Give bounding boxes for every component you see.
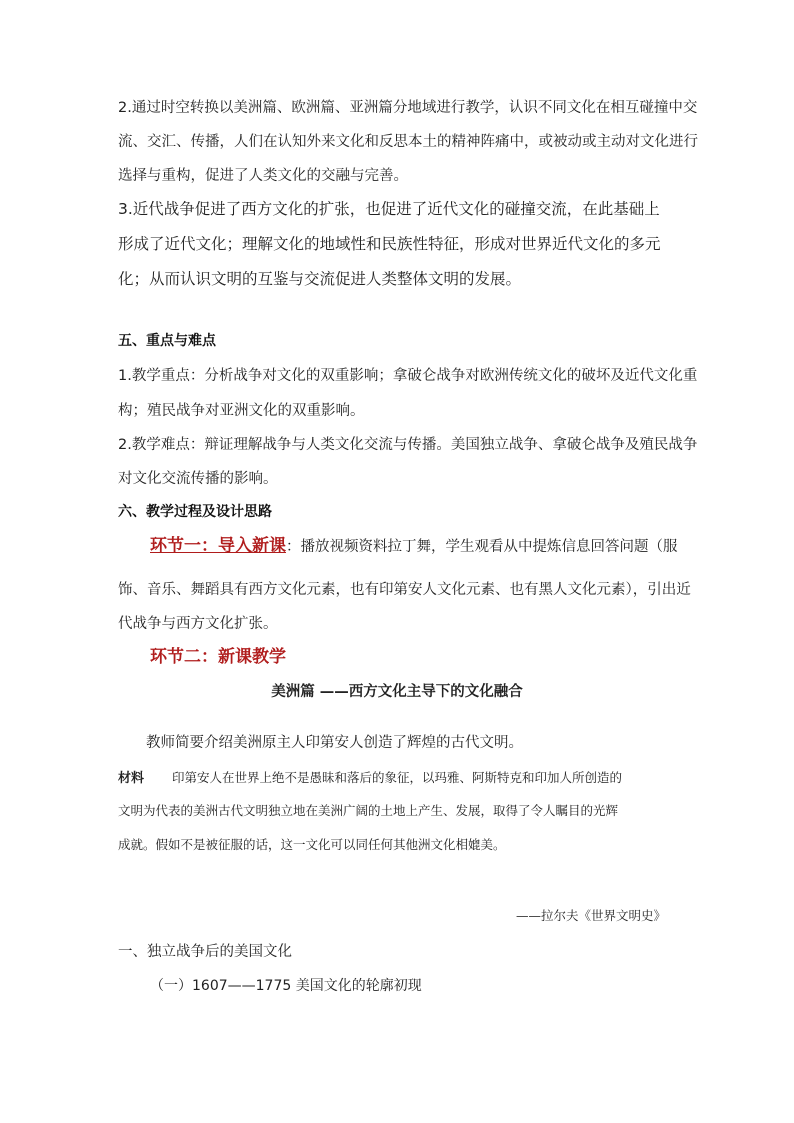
material-row [118,767,622,786]
material-line-2: 文明为代表的美洲古代文明独立地在美洲广阔的土地上产生、发展，取得了令人瞩目的光辉 [118,803,619,818]
america-section-title: 美洲篇 ——西方文化主导下的文化融合 [271,684,523,700]
step-1-line-2: 饰、音乐、舞蹈具有西方文化元素，也有印第安人文化元素、也有黑人文化元素），引出近 [118,582,691,598]
step-1-row [150,531,678,556]
step-2-label: 环节二：新课教学 [150,647,286,667]
goal-2-line-3: 选择与重构，促进了人类文化的交融与完善。 [118,168,408,184]
goal-3-line-1: 3.近代战争促进了西方文化的扩张，也促进了近代文化的碰撞交流，在此基础上 [118,200,660,218]
goal-3-line-2: 形成了近代文化；理解文化的地域性和民族性特征，形成对世界近代文化的多元 [118,235,661,253]
heading-1: 一、独立战争后的美国文化 [118,944,292,960]
step-1-line-3: 代战争与西方文化扩张。 [118,616,278,632]
difficulty-line-2: 对文化交流传播的影响。 [118,471,278,487]
section-6-heading: 六、教学过程及设计思路 [118,504,272,520]
material-line-3: 成就。假如不是被征服的话，这一文化可以同任何其他洲文化相媲美。 [118,837,506,852]
goal-3-line-3: 化；从而认识文明的互鉴与交流促进人类整体文明的发展。 [118,270,522,288]
material-source: ——拉尔夫《世界文明史》 [515,908,666,923]
subheading-1: （一）1607——1775 美国文化的轮廓初现 [150,978,422,994]
difficulty-line-1: 2.教学难点：辩证理解战争与人类文化交流与传播。美国独立战争、拿破仑战争及殖民战争 [118,437,698,453]
step-1-label: 环节一：导入新课 [150,536,286,556]
step-1-text: ：播放视频资料拉丁舞，学生观看从中提炼信息回答问题（服 [286,539,678,555]
material-line-1: 印第安人在世界上绝不是愚昧和落后的象征，以玛雅、阿斯特克和印加人所创造的 [172,770,623,785]
key-point-line-2: 构；殖民战争对亚洲文化的双重影响。 [118,403,365,419]
goal-2-line-2: 流、交汇、传播，人们在认知外来文化和反思本土的精神阵痛中，或被动或主动对文化进行 [118,134,698,150]
goal-2-line-1: 2.通过时空转换以美洲篇、欧洲篇、亚洲篇分地域进行教学，认识不同文化在相互碰撞中交 [118,100,698,116]
section-5-heading: 五、重点与难点 [118,333,216,349]
material-label: 材料 [118,771,145,786]
teacher-intro: 教师简要介绍美洲原主人印第安人创造了辉煌的古代文明。 [146,735,523,751]
key-point-line-1: 1.教学重点：分析战争对文化的双重影响；拿破仑战争对欧洲传统文化的破坏及近代文化重 [118,368,698,384]
